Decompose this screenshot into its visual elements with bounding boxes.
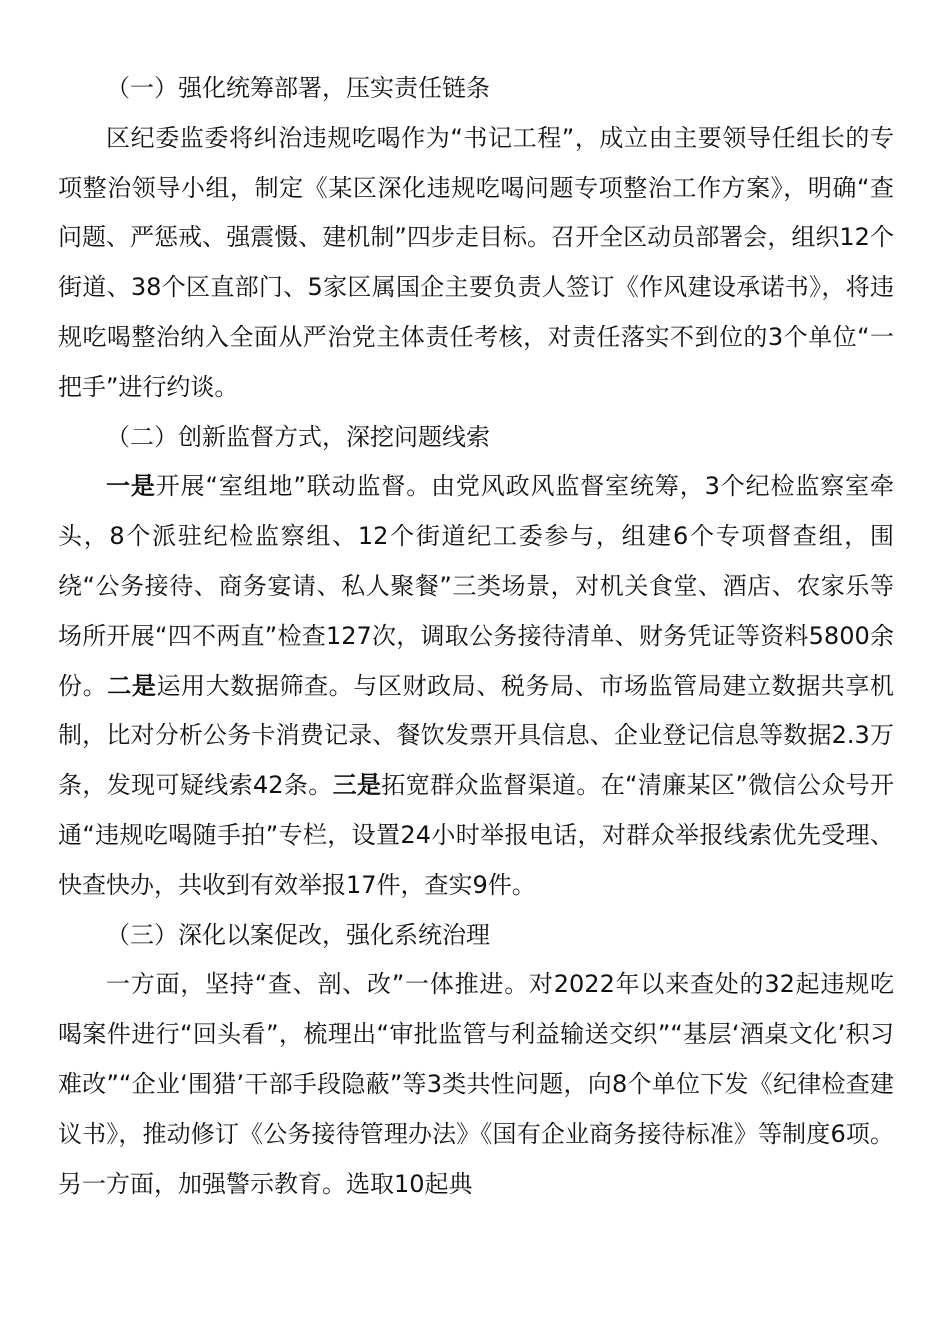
document-page bbox=[58, 64, 894, 1209]
paragraph-2-text-3: 拓宽群众监督渠道。在“清廉某区”微信公众号开通“违规吃喝随手拍”专栏，设置24小时举报电话，对群众举报线索优先受理、快查快办，共收到有效举报17件，查实9件。 bbox=[58, 771, 894, 899]
bold-lead-2: 二是 bbox=[107, 671, 157, 700]
section-heading-1: （一）强化统筹部署，压实责任链条 bbox=[106, 74, 490, 102]
paragraph-1: 区纪委监委将纠治违规吃喝作为“书记工程”，成立由主要领导任组长的专项整治领导小组，制定《某区深化违规吃喝问题专项整治工作方案》，明确“查问题、严惩戒、强震慑、建机制”四步走目标。召开全区动员部署会，组织12个街道、38个区直部门、5家区属国企主要负责人签订《作风建设承诺书》，将违规吃喝整治纳入全面从严治党主体责任考核，对责任落实不到位的3个单位“一把手”进行约谈。 bbox=[58, 123, 894, 401]
paragraph-2 bbox=[58, 462, 894, 910]
bold-lead-3: 三是 bbox=[332, 771, 382, 800]
section-heading-3: （三）深化以案促改，强化系统治理 bbox=[106, 920, 490, 949]
paragraph-2-text-2: 运用大数据筛查。与区财政局、税务局、市场监管局建立数据共享机制，比对分析公务卡消费记录、餐饮发票开具信息、企业登记信息等数据2.3万条，发现可疑线索42条。 bbox=[58, 671, 895, 800]
bold-lead-1: 一是 bbox=[106, 472, 156, 501]
section-heading-2: （二）创新监督方式，深挖问题线索 bbox=[106, 422, 490, 451]
paragraph-2-text-1: 开展“室组地”联动监督。由党风政风监督室统筹，3个纪检监察室牵头，8个派驻纪检监察组、12个街道纪工委参与，组建6个专项督查组，围绕“公务接待、商务宴请、私人聚餐”三类场景，对机关食堂、酒店、农家乐等场所开展“四不两直”检查127次，调取公务接待清单、财务凭证等资料5800余份。 bbox=[58, 472, 895, 700]
paragraph-3: 一方面，坚持“查、剖、改”一体推进。对2022年以来查处的32起违规吃喝案件进行“回头看”，梳理出“审批监管与利益输送交织”“基层‘酒桌文化’积习难改”“企业‘围猎’干部手段隐蔽”等3类共性问题，向8个单位下发《纪律检查建议书》，推动修订《公务接待管理办法》《国有企业商务接待标准》等制度6项。另一方面，加强警示教育。选取10起典 bbox=[58, 970, 894, 1198]
